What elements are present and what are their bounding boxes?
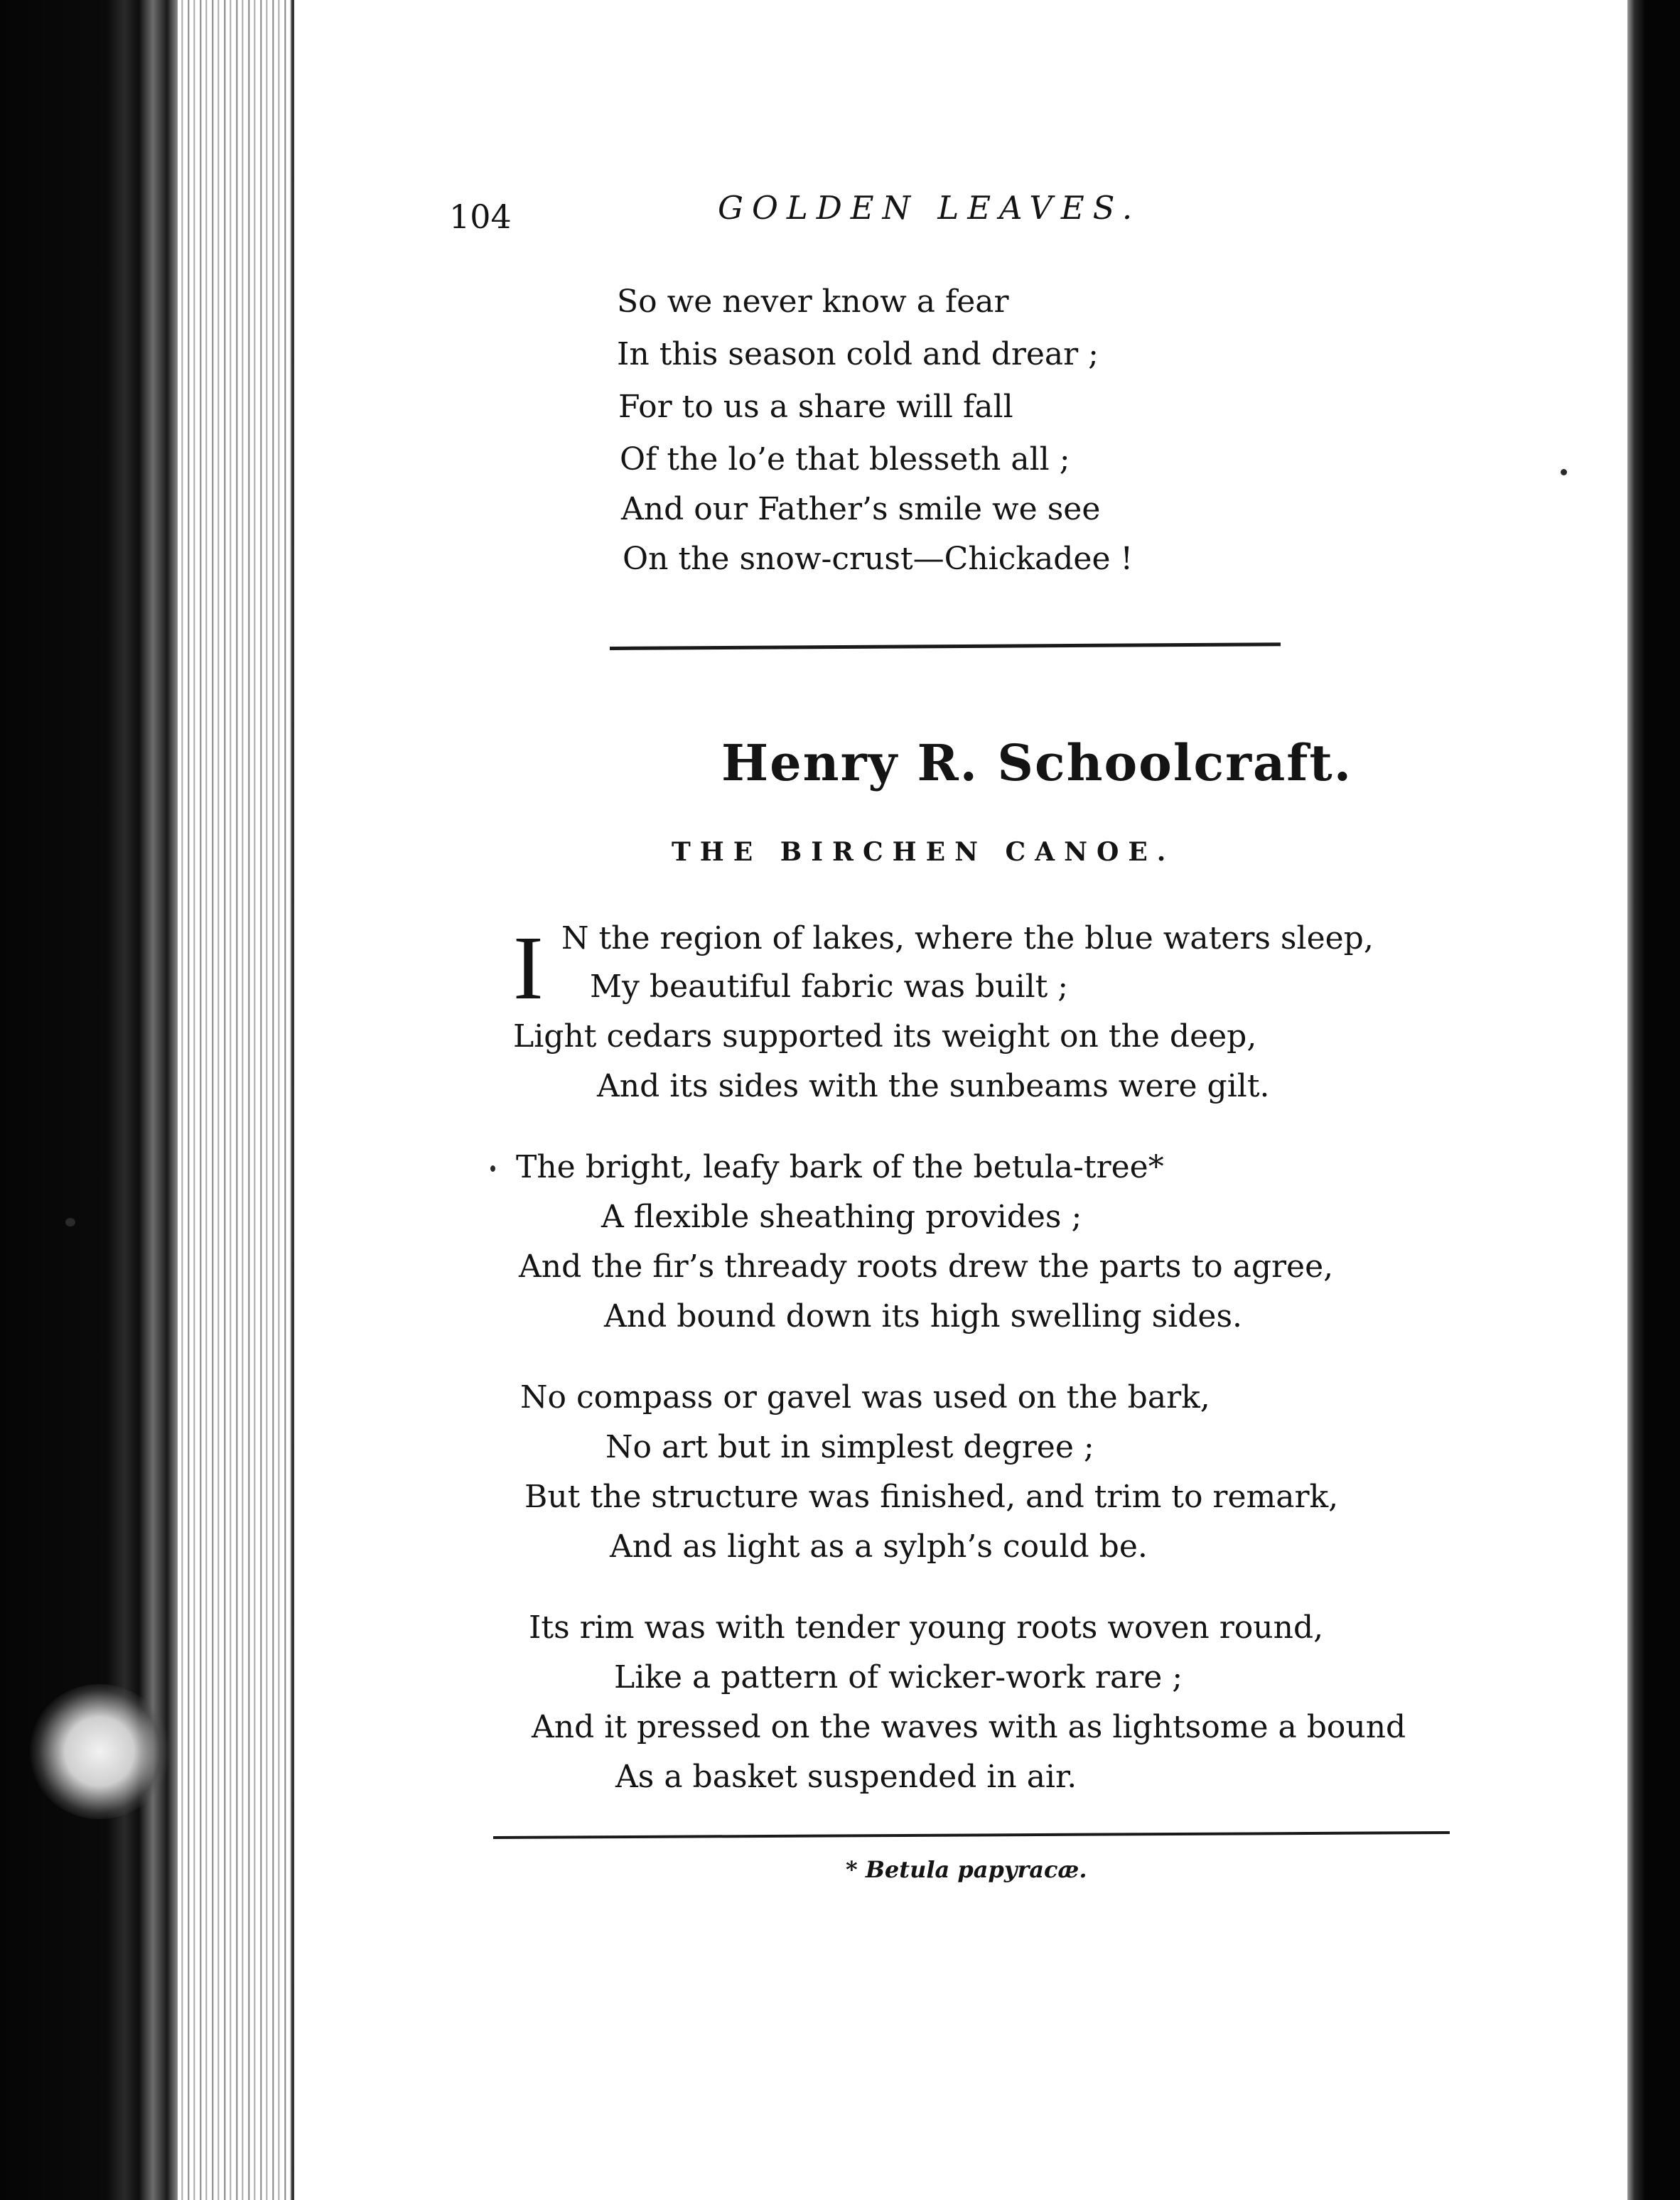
section-divider: [610, 642, 1281, 650]
verse-line: And our Father’s smile we see: [621, 491, 1101, 527]
verse-line: Its rim was with tender young roots woven round,: [529, 1609, 1324, 1646]
verse-line: No art but in simplest degree ;: [605, 1429, 1094, 1465]
verse-line: As a basket suspended in air.: [615, 1759, 1077, 1795]
verse-line: Like a pattern of wicker-work rare ;: [614, 1659, 1183, 1695]
book-binding: [0, 0, 178, 2200]
verse-line: And as light as a sylph’s could be.: [610, 1528, 1148, 1565]
verse-line: A flexible sheathing provides ;: [601, 1199, 1082, 1235]
author-name: Henry R. Schoolcraft.: [721, 733, 1353, 792]
verse-line: In this season cold and drear ;: [617, 336, 1099, 372]
page-edges: [178, 0, 291, 2200]
scan-speck: [490, 1165, 495, 1172]
verse-line: Of the lo’e that blesseth all ;: [620, 441, 1070, 478]
verse-line: For to us a share will fall: [618, 389, 1013, 425]
drop-cap: I: [513, 917, 544, 1018]
scan-speck: [1561, 469, 1567, 475]
verse-line: Light cedars supported its weight on the deep,: [513, 1018, 1257, 1055]
footnote-rule: [493, 1831, 1450, 1839]
footnote: * Betula papyracæ.: [846, 1856, 1087, 1883]
scan-smudge: [28, 1684, 171, 1819]
poem-title: THE BIRCHEN CANOE.: [672, 837, 1175, 867]
running-head: GOLDEN LEAVES.: [718, 189, 1141, 227]
verse-line: So we never know a fear: [617, 284, 1009, 320]
verse-line: And bound down its high swelling sides.: [604, 1298, 1243, 1334]
verse-line: N the region of lakes, where the blue waters sleep,: [561, 920, 1374, 956]
verse-line: And the fir’s thready roots drew the parts to agree,: [519, 1249, 1334, 1285]
scan-speck: [65, 1218, 75, 1226]
verse-line: No compass or gavel was used on the bark,: [520, 1379, 1210, 1416]
page-number: 104: [449, 198, 512, 236]
verse-line: And its sides with the sunbeams were gilt.: [597, 1068, 1270, 1104]
scan-edge: [1627, 0, 1680, 2200]
verse-line: On the snow-crust—Chickadee !: [623, 541, 1134, 577]
verse-line: And it pressed on the waves with as lightsome a bound: [532, 1709, 1406, 1745]
verse-line: But the structure was finished, and trim to remark,: [524, 1479, 1339, 1515]
verse-line: My beautiful fabric was built ;: [590, 969, 1069, 1005]
verse-line: The bright, leafy bark of the betula-tree*: [516, 1149, 1164, 1185]
